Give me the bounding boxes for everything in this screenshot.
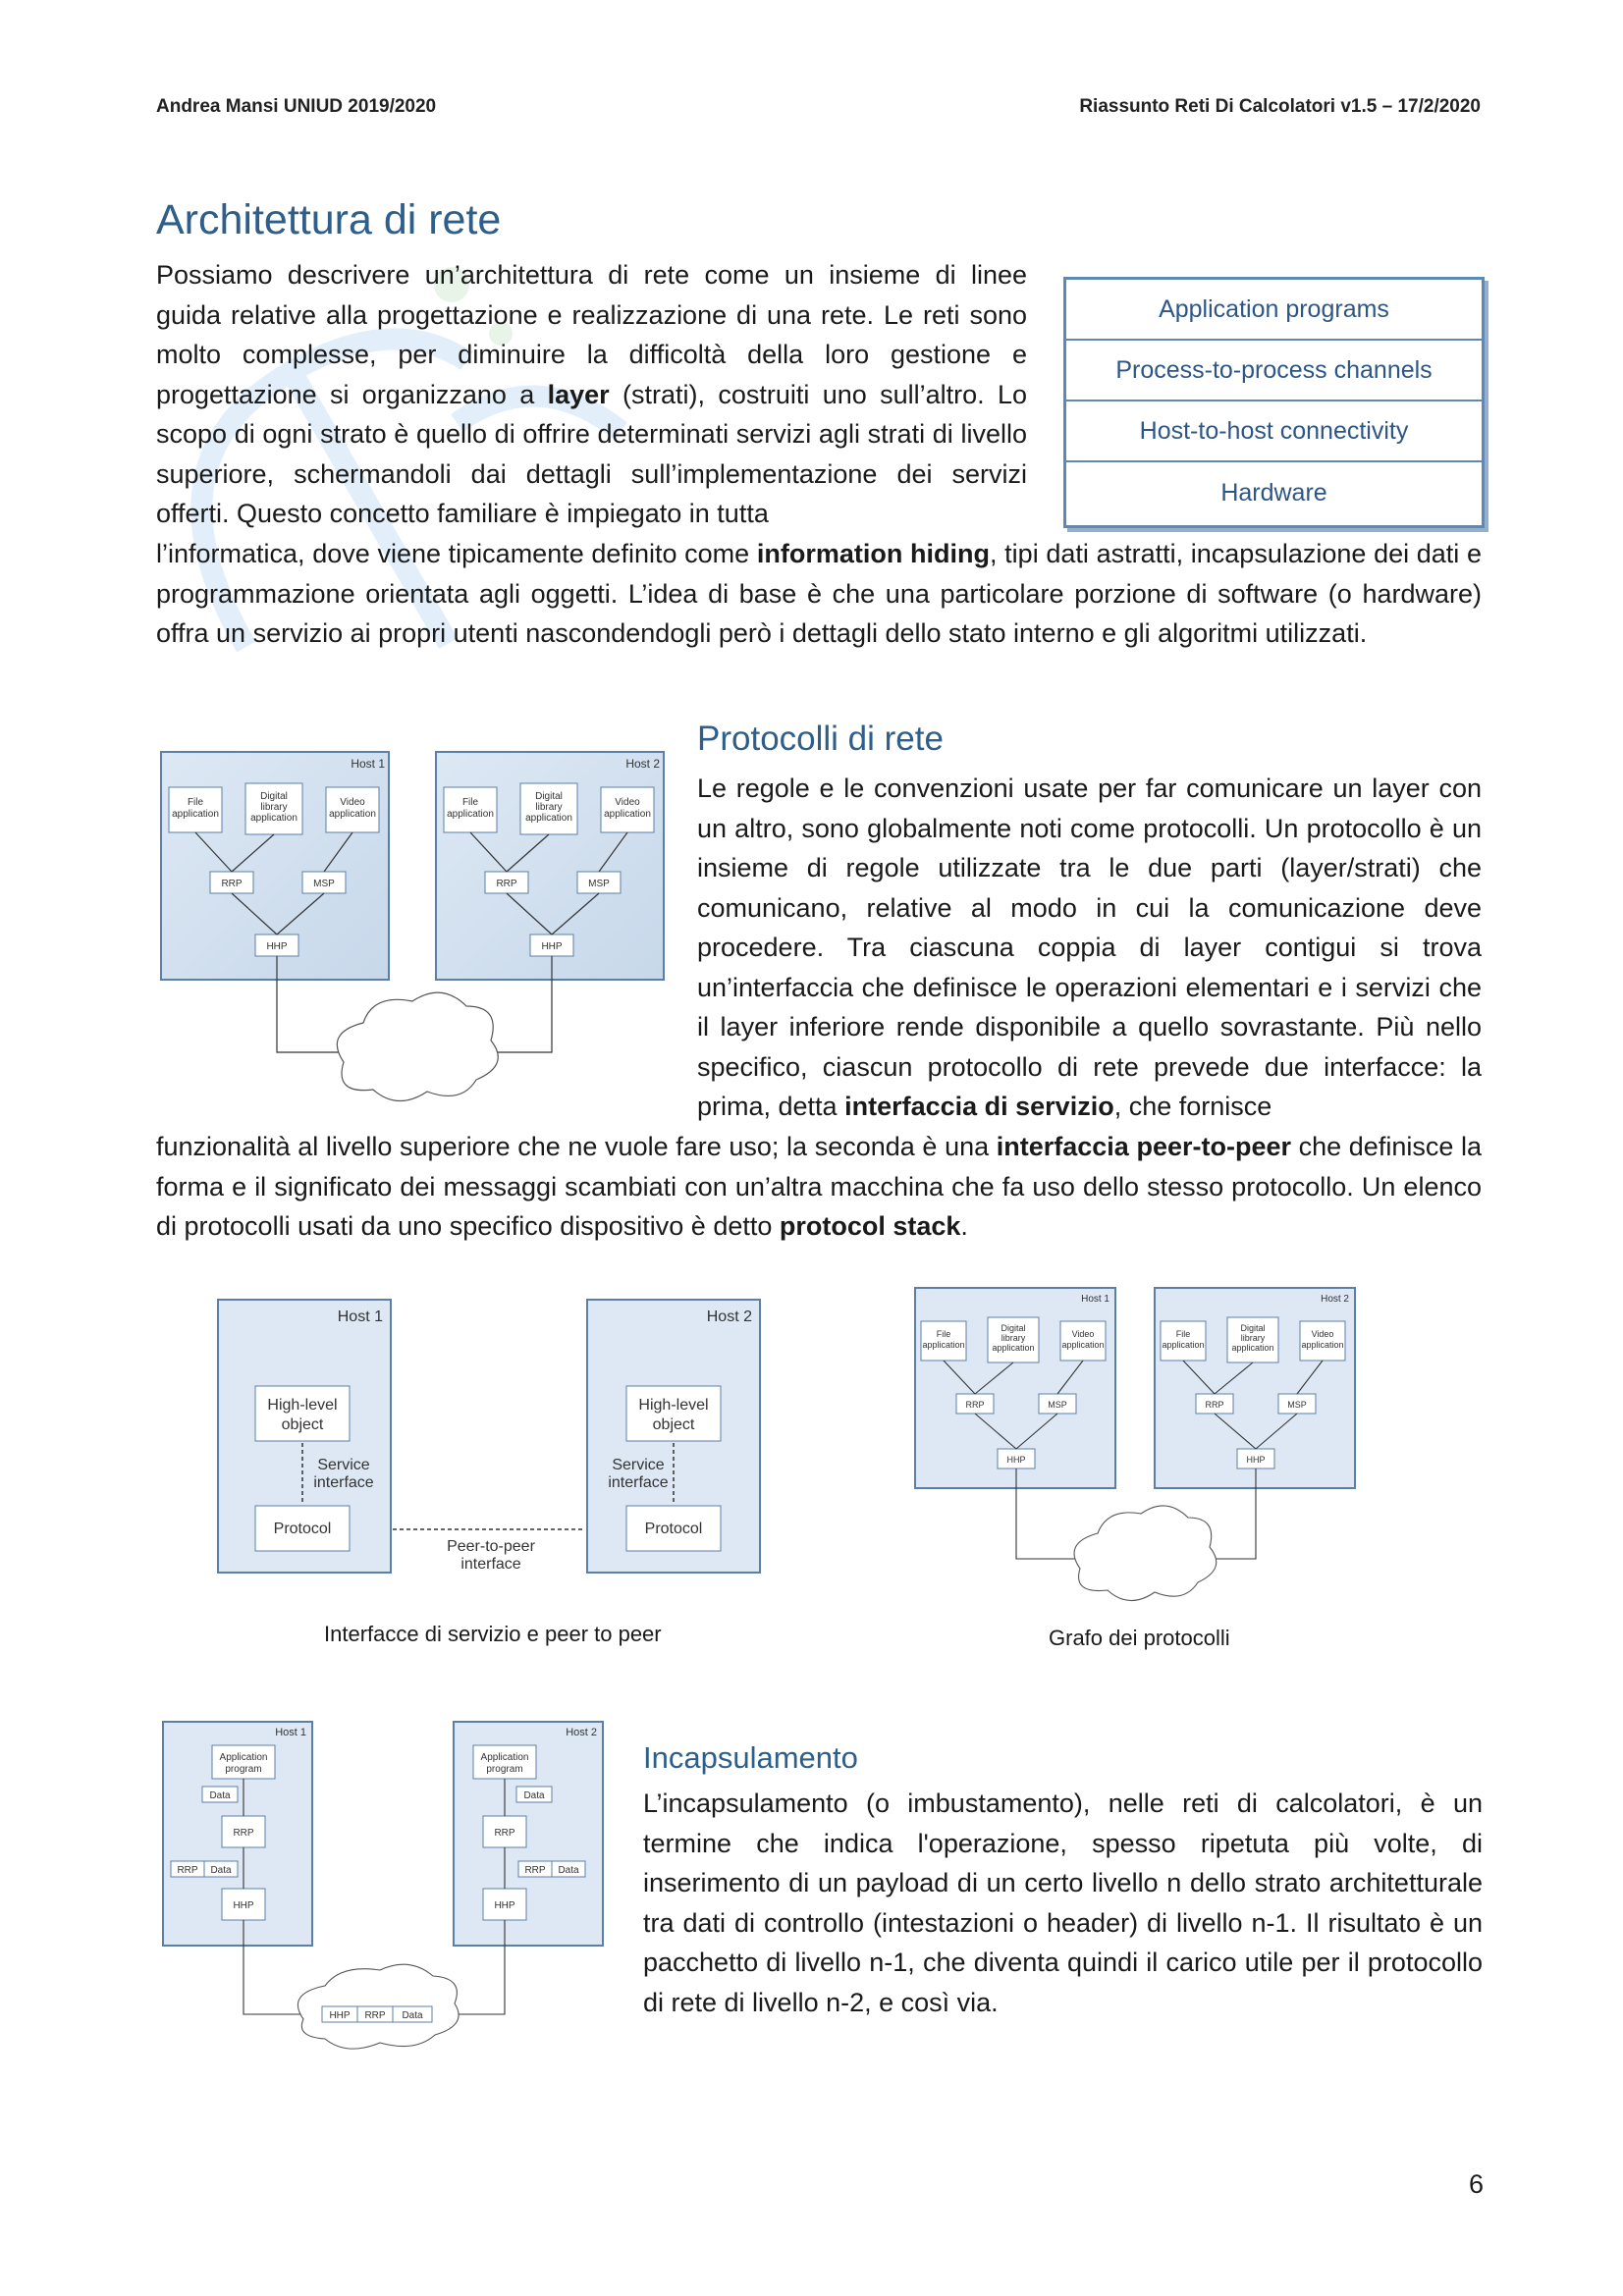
- svg-text:application: application: [992, 1343, 1035, 1353]
- svg-text:application: application: [525, 813, 572, 824]
- svg-text:application: application: [447, 809, 494, 820]
- svg-text:application: application: [172, 809, 219, 820]
- svg-text:Digital: Digital: [1240, 1323, 1266, 1333]
- svg-text:application: application: [1301, 1340, 1344, 1350]
- encapsulation-diagram: [161, 1720, 613, 2054]
- svg-text:Application: Application: [219, 1752, 268, 1763]
- svg-text:application: application: [1162, 1340, 1205, 1350]
- svg-text:interface: interface: [460, 1556, 521, 1573]
- svg-text:RRP: RRP: [524, 1865, 546, 1876]
- layer-application: Application programs: [1066, 280, 1482, 341]
- header-left: Andrea Mansi UNIUD 2019/2020: [156, 96, 437, 117]
- section-title-encapsulation: Incapsulamento: [643, 1740, 858, 1775]
- svg-text:Digital: Digital: [1001, 1323, 1026, 1333]
- svg-text:RRP: RRP: [177, 1865, 198, 1876]
- svg-text:HHP: HHP: [233, 1900, 254, 1911]
- svg-text:application: application: [604, 809, 651, 820]
- protocol-graph-diagram-2: [913, 1286, 1365, 1610]
- svg-text:Protocol: Protocol: [273, 1521, 332, 1537]
- svg-text:Data: Data: [209, 1790, 231, 1801]
- layer-host: Host-to-host connectivity: [1066, 401, 1482, 462]
- svg-text:object: object: [652, 1416, 695, 1433]
- svg-text:MSP: MSP: [588, 879, 610, 889]
- svg-text:program: program: [225, 1764, 262, 1775]
- svg-text:Digital: Digital: [535, 791, 563, 802]
- bold-protocol-stack: protocol stack: [779, 1211, 961, 1241]
- svg-text:HHP: HHP: [494, 1900, 515, 1911]
- svg-text:Video: Video: [1071, 1329, 1095, 1339]
- svg-text:Data: Data: [402, 2010, 423, 2021]
- svg-text:High-level: High-level: [267, 1397, 338, 1414]
- svg-text:Host 2: Host 2: [1321, 1294, 1349, 1305]
- svg-text:Digital: Digital: [260, 791, 288, 802]
- svg-text:Video: Video: [1311, 1329, 1334, 1339]
- protocol-graph-diagram: [157, 748, 668, 1121]
- svg-text:HHP: HHP: [1006, 1455, 1026, 1465]
- svg-text:Host 1: Host 1: [275, 1727, 306, 1738]
- svg-text:Application: Application: [480, 1752, 529, 1763]
- svg-text:RRP: RRP: [364, 2010, 386, 2021]
- layer-stack-diagram: [1063, 277, 1485, 528]
- host2-label: Host 2: [625, 757, 660, 771]
- svg-text:Video: Video: [615, 797, 640, 808]
- bold-service-interface: interfaccia di servizio: [844, 1092, 1114, 1121]
- svg-text:library: library: [535, 802, 563, 813]
- protocols-paragraph-narrow: Le regole e le convenzioni usate per far comunicare un layer con un altro, sono globalmente noti come protocolli. Un protocollo è un insieme di regole utilizzate tra le due parti (layer/strati) che comunicano, relative al modo in cui la comunicazione deve procedere. Tra ciascuna coppia di layer contigui si trova un’interfaccia che definisce le operazioni elementari e i servizi che il layer inferiore rende disponibile a quello sovrastante. Più nello specifico, ciascun protocollo di rete prevede due interfacce: la prima, detta interfaccia di servizio, che fornisce: [697, 774, 1482, 1121]
- svg-text:MSP: MSP: [1287, 1400, 1307, 1410]
- architecture-paragraph-wide: l’informatica, dove viene tipicamente definito come information hiding, tipi dati astratti, incapsulazione dei dati e programmazione orientata agli oggetti. L’idea di base è che una particolare porzione di software (o hardware) offra un servizio ai propri utenti nascondendogli però i dettagli dello stato interno e gli algoritmi utilizzati.: [156, 539, 1483, 648]
- section-title-protocols: Protocolli di rete: [697, 720, 944, 758]
- svg-text:HHP: HHP: [1246, 1455, 1266, 1465]
- header-right: Riassunto Reti Di Calcolatori v1.5 – 17/2/2020: [1079, 96, 1481, 117]
- svg-text:RRP: RRP: [496, 879, 517, 889]
- svg-text:Data: Data: [558, 1865, 579, 1876]
- svg-text:RRP: RRP: [233, 1828, 254, 1839]
- svg-text:File: File: [461, 797, 479, 808]
- host2-label: Host 2: [706, 1308, 752, 1325]
- svg-text:interface: interface: [313, 1474, 374, 1491]
- svg-text:library: library: [260, 802, 288, 813]
- svg-text:MSP: MSP: [313, 879, 335, 889]
- protocols-paragraph-wide: funzionalità al livello superiore che ne vuole fare uso; la seconda è una interfaccia peer-to-peer che definisce la forma e il significato dei messaggi scambiati con un’altra macchina che fa uso dello stesso protocollo. Un elenco di protocolli usati da uno specifico dispositivo è detto protocol stack.: [156, 1132, 1482, 1241]
- svg-text:Protocol: Protocol: [644, 1521, 703, 1537]
- svg-text:File: File: [936, 1329, 951, 1339]
- svg-text:HHP: HHP: [541, 941, 563, 952]
- host1-label: Host 1: [337, 1308, 383, 1325]
- svg-text:object: object: [281, 1416, 324, 1433]
- bold-information-hiding: information hiding: [756, 539, 990, 568]
- svg-text:MSP: MSP: [1048, 1400, 1067, 1410]
- svg-text:Host 1: Host 1: [1081, 1294, 1109, 1305]
- svg-text:library: library: [1240, 1333, 1266, 1343]
- svg-text:HHP: HHP: [266, 941, 288, 952]
- svg-text:Data: Data: [210, 1865, 232, 1876]
- svg-text:RRP: RRP: [494, 1828, 515, 1839]
- svg-text:High-level: High-level: [638, 1397, 709, 1414]
- svg-text:application: application: [329, 809, 376, 820]
- svg-text:File: File: [1175, 1329, 1191, 1339]
- caption-interfaces: Interfacce di servizio e peer to peer: [324, 1622, 662, 1646]
- svg-text:Host 2: Host 2: [566, 1727, 597, 1738]
- caption-graph: Grafo dei protocolli: [1049, 1626, 1230, 1650]
- svg-text:Peer-to-peer: Peer-to-peer: [447, 1538, 535, 1555]
- svg-text:Service: Service: [317, 1457, 370, 1473]
- encapsulation-paragraph: L’incapsulamento (o imbustamento), nelle reti di calcolatori, è un termine che indica l'operazione, spesso ripetuta più volte, di inserimento di un payload di un certo livello n dello strato architetturale tra dati di controllo (intestazioni o header) di livello n-1. Il risultato è un pacchetto di livello n-1, che diventa quindi il carico utile per il protocollo di rete di livello n-2, e così via.: [643, 1789, 1483, 2017]
- svg-text:application: application: [1061, 1340, 1105, 1350]
- host1-label: Host 1: [351, 757, 385, 771]
- svg-text:interface: interface: [608, 1474, 669, 1491]
- svg-text:Data: Data: [523, 1790, 545, 1801]
- svg-text:RRP: RRP: [1205, 1400, 1224, 1410]
- svg-text:program: program: [486, 1764, 523, 1775]
- bold-peer-interface: interfaccia peer-to-peer: [996, 1132, 1291, 1161]
- svg-text:RRP: RRP: [965, 1400, 985, 1410]
- architecture-paragraph-narrow: Possiamo descrivere un’architettura di rete come un insieme di linee guida relative alla progettazione e realizzazione di una rete. Le reti sono molto complesse, per diminuire la difficoltà della loro gestione e progettazione si organizzano a layer (strati), costruiti uno sull’altro. Lo scopo di ogni strato è quello di offrire determinati servizi agli strati di livello superiore, schermandoli dai dettagli sull’implementazione dei servizi offerti. Questo concetto familiare è impiegato in tutta: [156, 260, 1028, 528]
- layer-process: Process-to-process channels: [1066, 341, 1482, 401]
- svg-text:HHP: HHP: [329, 2010, 351, 2021]
- svg-text:library: library: [1001, 1333, 1026, 1343]
- page-number: 6: [1468, 2169, 1484, 2199]
- bold-layer: layer: [547, 379, 610, 409]
- svg-text:Video: Video: [340, 797, 365, 808]
- layer-hardware: Hardware: [1220, 478, 1327, 507]
- interfaces-diagram: [216, 1298, 766, 1578]
- svg-text:Service: Service: [612, 1457, 665, 1473]
- svg-text:application: application: [250, 813, 298, 824]
- svg-text:application: application: [922, 1340, 965, 1350]
- svg-text:RRP: RRP: [221, 879, 243, 889]
- section-title-architecture: Architettura di rete: [156, 196, 502, 243]
- svg-text:File: File: [187, 797, 204, 808]
- svg-text:application: application: [1231, 1343, 1274, 1353]
